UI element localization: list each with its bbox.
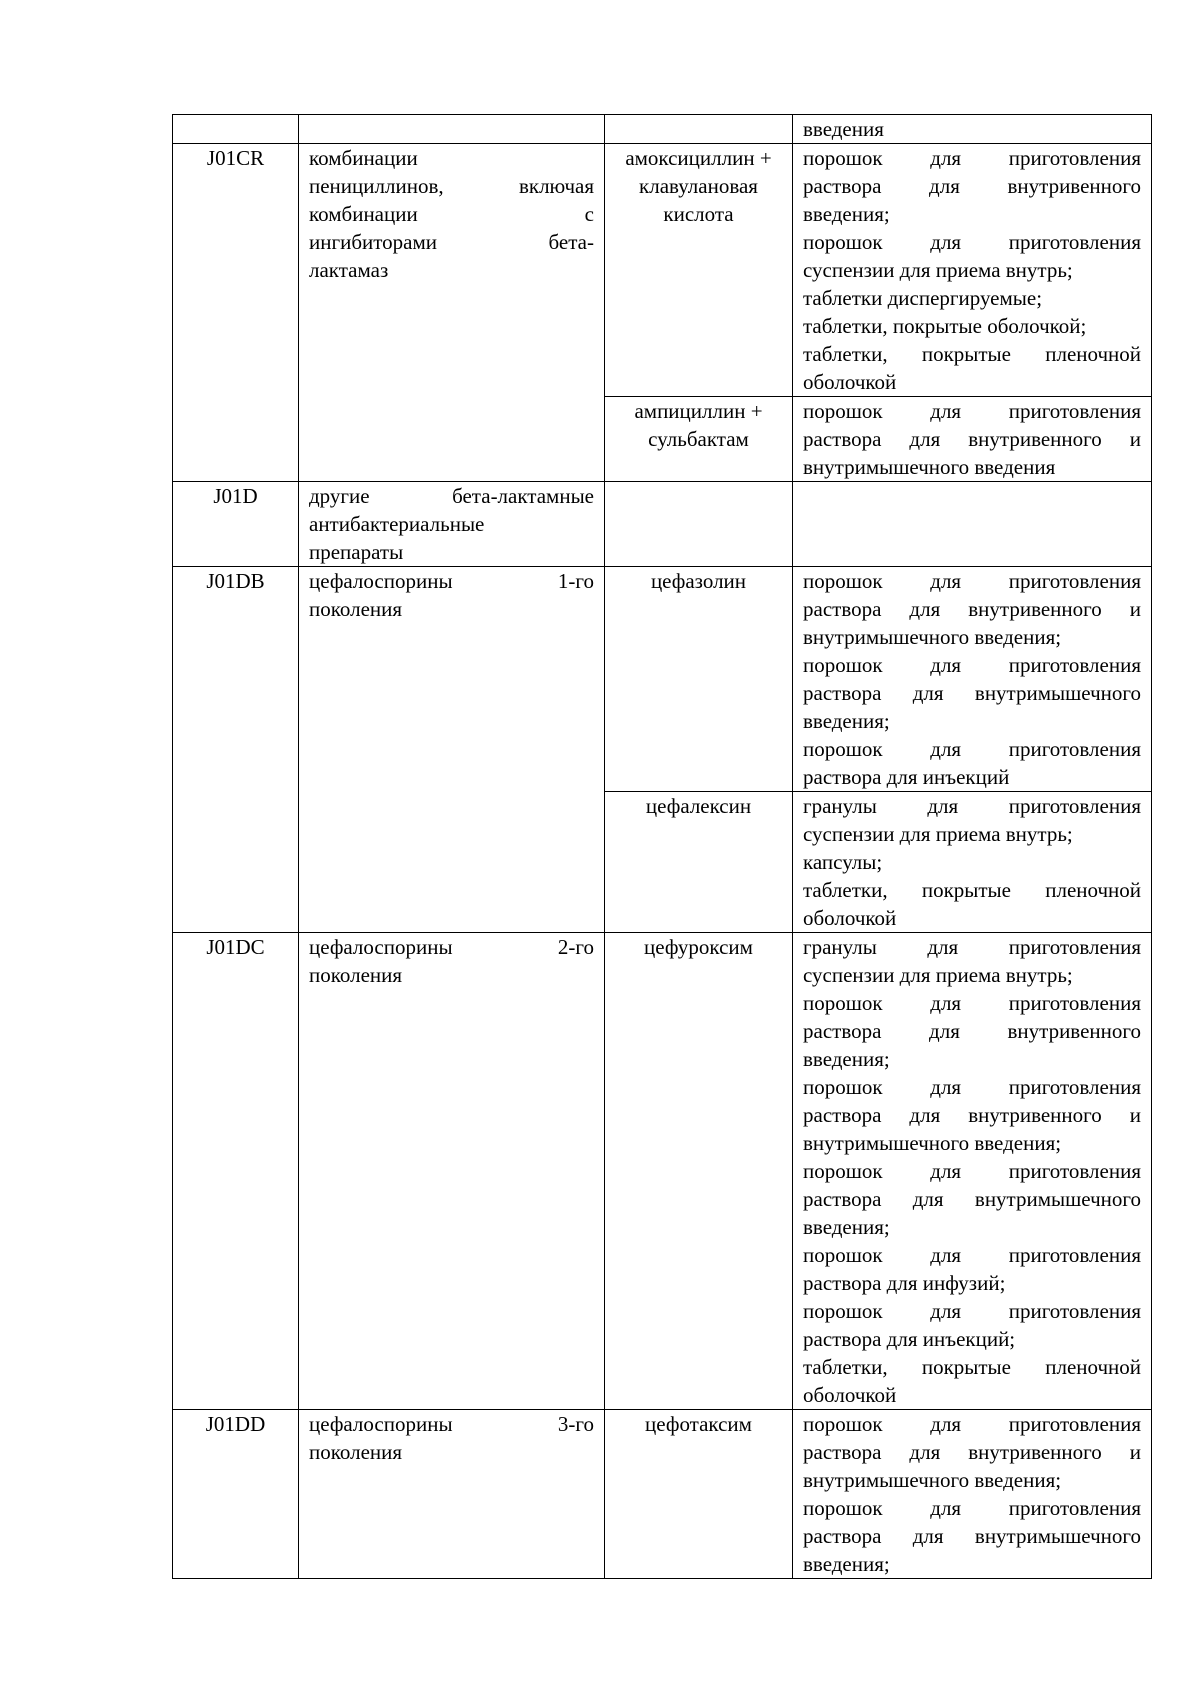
dosage-form-line: порошок для приготовления — [803, 569, 1141, 593]
dosage-form-line: гранулы для приготовления — [803, 935, 1141, 959]
dosage-form-line: порошок для приготовления — [803, 1159, 1141, 1183]
group-line: препараты — [309, 540, 404, 564]
dosage-form-line: введения — [803, 117, 884, 141]
pharmacological-group-cell — [299, 933, 605, 1410]
group-line: цефалоспорины 1-го — [309, 569, 594, 593]
group-line: антибактериальные — [309, 512, 485, 536]
atc-code-cell: J01CR — [173, 144, 299, 482]
dosage-form-cell — [793, 115, 1152, 144]
dosage-form-line: таблетки, покрытые пленочной — [803, 1355, 1141, 1379]
dosage-form-cell — [793, 397, 1152, 482]
drug-name-cell: цефалексин — [605, 792, 793, 933]
dosage-form-cell — [793, 933, 1152, 1410]
group-line: цефалоспорины 3-го — [309, 1412, 594, 1436]
dosage-form-line: порошок для приготовления — [803, 1243, 1141, 1267]
group-line: пенициллинов, включая — [309, 174, 594, 198]
group-line: поколения — [309, 963, 403, 987]
dosage-form-line: оболочкой — [803, 370, 897, 394]
group-line: поколения — [309, 1440, 403, 1464]
drug-table — [172, 114, 1152, 1579]
group-line: комбинации с — [309, 202, 594, 226]
dosage-form-line: таблетки, покрытые пленочной — [803, 878, 1141, 902]
drug-name-cell: цефотаксим — [605, 1410, 793, 1579]
drug-name-cell: ампициллин + сульбактам — [605, 397, 793, 482]
pharmacological-group-cell — [299, 482, 605, 567]
dosage-form-line: таблетки диспергируемые; — [803, 286, 1043, 310]
pharmacological-group-cell — [299, 1410, 605, 1579]
atc-code-cell — [173, 115, 299, 144]
pharmacological-group-cell — [299, 115, 605, 144]
dosage-form-line: капсулы; — [803, 850, 883, 874]
pharmacological-group-cell — [299, 144, 605, 482]
table-row — [173, 115, 1152, 144]
dosage-form-line: раствора для внутривенного — [803, 1019, 1141, 1043]
dosage-form-line: введения; — [803, 709, 890, 733]
atc-code-cell: J01DD — [173, 1410, 299, 1579]
dosage-form-line: раствора для внутривенного и — [803, 1440, 1141, 1464]
dosage-form-cell — [793, 792, 1152, 933]
table-row — [173, 144, 1152, 397]
dosage-form-line: раствора для внутримышечного — [803, 1524, 1141, 1548]
drug-name-cell: цефазолин — [605, 567, 793, 792]
dosage-form-line: внутримышечного введения — [803, 455, 1056, 479]
dosage-form-line: введения; — [803, 202, 890, 226]
dosage-form-cell — [793, 1410, 1152, 1579]
dosage-form-line: порошок для приготовления — [803, 737, 1141, 761]
dosage-form-line: оболочкой — [803, 1383, 897, 1407]
dosage-form-line: введения; — [803, 1047, 890, 1071]
dosage-form-line: внутримышечного введения; — [803, 1468, 1062, 1492]
dosage-form-line: раствора для инфузий; — [803, 1271, 1006, 1295]
dosage-form-line: раствора для внутривенного и — [803, 597, 1141, 621]
dosage-form-line: суспензии для приема внутрь; — [803, 822, 1073, 846]
group-line: другие бета-лактамные — [309, 484, 594, 508]
dosage-form-line: порошок для приготовления — [803, 146, 1141, 170]
atc-code-cell: J01DC — [173, 933, 299, 1410]
dosage-form-line: суспензии для приема внутрь; — [803, 963, 1073, 987]
dosage-form-cell — [793, 482, 1152, 567]
group-line: поколения — [309, 597, 403, 621]
table-row — [173, 1410, 1152, 1579]
dosage-form-line: раствора для внутримышечного — [803, 1187, 1141, 1211]
empty-line — [803, 482, 1141, 510]
pharmacological-group-cell — [299, 567, 605, 933]
drug-name-cell — [605, 482, 793, 567]
drug-table-body — [173, 115, 1152, 1579]
drug-name-cell — [605, 115, 793, 144]
dosage-form-line: гранулы для приготовления — [803, 794, 1141, 818]
table-row — [173, 567, 1152, 792]
dosage-form-line: введения; — [803, 1215, 890, 1239]
dosage-form-line: раствора для внутривенного и — [803, 1103, 1141, 1127]
dosage-form-line: порошок для приготовления — [803, 1496, 1141, 1520]
dosage-form-line: оболочкой — [803, 906, 897, 930]
dosage-form-line: суспензии для приема внутрь; — [803, 258, 1073, 282]
dosage-form-line: раствора для инъекций; — [803, 1327, 1016, 1351]
dosage-form-line: введения; — [803, 1552, 890, 1576]
dosage-form-line: раствора для внутривенного — [803, 174, 1141, 198]
dosage-form-line: порошок для приготовления — [803, 399, 1141, 423]
dosage-form-line: порошок для приготовления — [803, 991, 1141, 1015]
dosage-form-line: таблетки, покрытые пленочной — [803, 342, 1141, 366]
dosage-form-cell — [793, 567, 1152, 792]
dosage-form-line: раствора для инъекций — [803, 765, 1010, 789]
dosage-form-line: внутримышечного введения; — [803, 1131, 1062, 1155]
dosage-form-line: порошок для приготовления — [803, 653, 1141, 677]
group-line: комбинации — [309, 146, 418, 170]
dosage-form-line: внутримышечного введения; — [803, 625, 1062, 649]
dosage-form-line: раствора для внутривенного и — [803, 427, 1141, 451]
document-page — [172, 114, 1151, 1579]
dosage-form-line: порошок для приготовления — [803, 1412, 1141, 1436]
dosage-form-line: порошок для приготовления — [803, 1299, 1141, 1323]
dosage-form-line: таблетки, покрытые оболочкой; — [803, 314, 1087, 338]
group-line: цефалоспорины 2-го — [309, 935, 594, 959]
dosage-form-line: раствора для внутримышечного — [803, 681, 1141, 705]
dosage-form-line: порошок для приготовления — [803, 1075, 1141, 1099]
dosage-form-cell — [793, 144, 1152, 397]
atc-code-cell: J01D — [173, 482, 299, 567]
group-line: ингибиторами бета- — [309, 230, 594, 254]
table-row — [173, 933, 1152, 1410]
dosage-form-line: порошок для приготовления — [803, 230, 1141, 254]
group-line: лактамаз — [309, 258, 389, 282]
drug-name-cell: амоксициллин + клавулановая кислота — [605, 144, 793, 397]
table-row — [173, 482, 1152, 567]
atc-code-cell: J01DB — [173, 567, 299, 933]
drug-name-cell: цефуроксим — [605, 933, 793, 1410]
